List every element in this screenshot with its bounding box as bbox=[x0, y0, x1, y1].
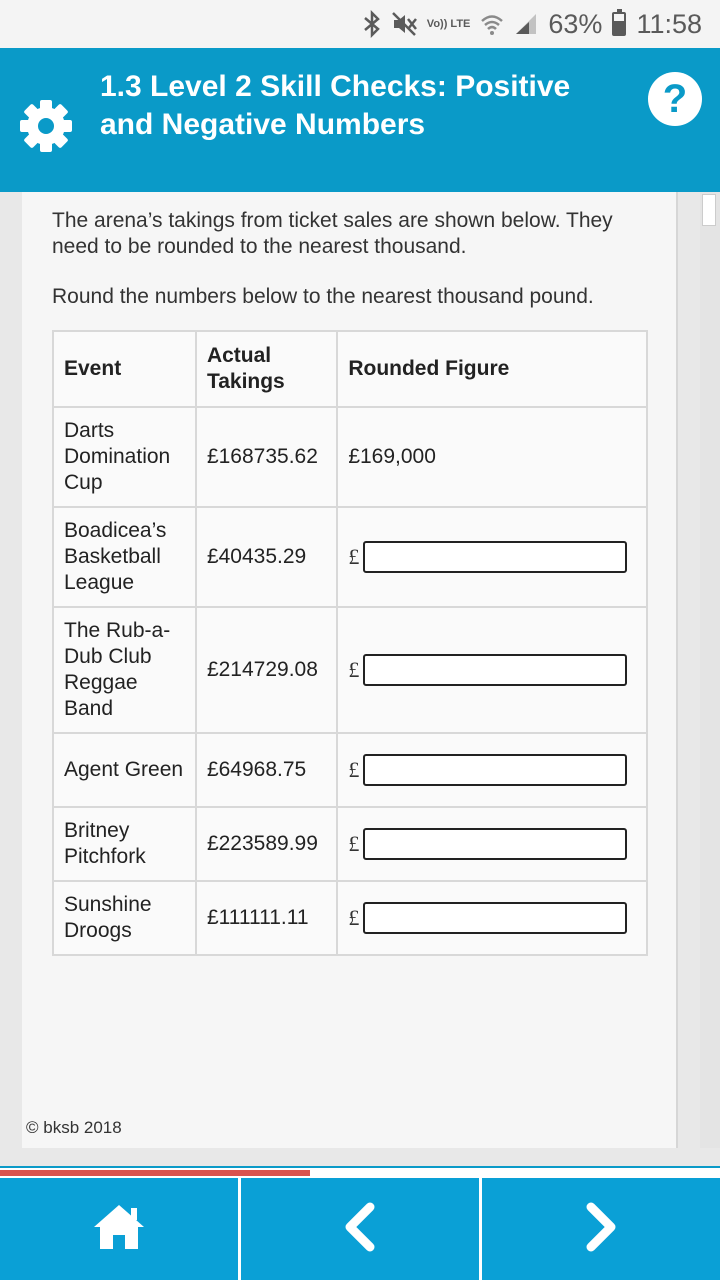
home-icon bbox=[91, 1202, 147, 1257]
rounded-answer-cell bbox=[337, 733, 647, 807]
rounded-answer-cell bbox=[337, 807, 647, 881]
signal-icon bbox=[514, 12, 538, 36]
wifi-icon bbox=[480, 12, 504, 36]
rounded-answer-cell bbox=[337, 881, 647, 955]
rounded-answer-cell bbox=[337, 607, 647, 733]
next-button[interactable] bbox=[482, 1178, 720, 1280]
currency-symbol: £ bbox=[348, 831, 360, 856]
table-row bbox=[53, 881, 647, 955]
rounded-figure-input[interactable] bbox=[363, 828, 627, 860]
chevron-right-icon bbox=[581, 1201, 621, 1258]
actual-takings: £168735.62 bbox=[196, 407, 337, 507]
rounded-figure-input[interactable] bbox=[363, 654, 627, 686]
event-name: Sunshine Droogs bbox=[53, 881, 196, 955]
column-header-event: Event bbox=[53, 331, 196, 407]
bluetooth-icon bbox=[363, 10, 381, 38]
event-name: Boadicea’s Basketball League bbox=[53, 507, 196, 607]
volte-icon: Vo)) LTE bbox=[426, 17, 471, 30]
event-name: Darts Domination Cup bbox=[53, 407, 196, 507]
status-icons bbox=[363, 0, 702, 48]
scrollbar-thumb[interactable] bbox=[702, 194, 716, 226]
clock: 11:58 bbox=[636, 8, 702, 39]
rounded-figure-input[interactable] bbox=[363, 902, 627, 934]
help-button[interactable]: ? bbox=[648, 72, 702, 126]
table-row bbox=[53, 507, 647, 607]
table-row bbox=[53, 607, 647, 733]
actual-takings: £111111.11 bbox=[196, 881, 337, 955]
chevron-left-icon bbox=[340, 1201, 380, 1258]
takings-table bbox=[52, 330, 648, 956]
table-row bbox=[53, 807, 647, 881]
event-name: Agent Green bbox=[53, 733, 196, 807]
column-header-rounded: Rounded Figure bbox=[337, 331, 647, 407]
content-panel bbox=[22, 192, 678, 1148]
battery-icon bbox=[612, 12, 626, 36]
table-row bbox=[53, 407, 647, 507]
progress-bar bbox=[0, 1166, 720, 1178]
intro-text: The arena’s takings from ticket sales are shown below. They need to be rounded to the nearest thousand. bbox=[52, 209, 613, 258]
currency-symbol: £ bbox=[348, 905, 360, 930]
event-name: The Rub-a-Dub Club Reggae Band bbox=[53, 607, 196, 733]
page-title: 1.3 Level 2 Skill Checks: Positive and Negative Numbers bbox=[100, 70, 571, 141]
mute-icon bbox=[391, 11, 417, 37]
rounded-figure-input[interactable] bbox=[363, 754, 627, 786]
copyright-text: © bksb 2018 bbox=[26, 1118, 122, 1137]
status-bar bbox=[0, 0, 720, 48]
scrollbar-track[interactable] bbox=[700, 192, 720, 1148]
column-header-actual: Actual Takings bbox=[196, 331, 337, 407]
progress-fill bbox=[0, 1170, 310, 1176]
actual-takings: £223589.99 bbox=[196, 807, 337, 881]
gear-icon[interactable] bbox=[18, 98, 74, 154]
currency-symbol: £ bbox=[348, 544, 360, 569]
rounded-answer-cell bbox=[337, 507, 647, 607]
home-button[interactable] bbox=[0, 1178, 241, 1280]
table-row bbox=[53, 733, 647, 807]
bottom-nav bbox=[0, 1178, 720, 1280]
instruction-text: Round the numbers below to the nearest thousand pound. bbox=[52, 285, 594, 308]
currency-symbol: £ bbox=[348, 757, 360, 782]
rounded-figure: £169,000 bbox=[337, 407, 647, 507]
rounded-figure-input[interactable] bbox=[363, 541, 627, 573]
actual-takings: £64968.75 bbox=[196, 733, 337, 807]
previous-button[interactable] bbox=[241, 1178, 482, 1280]
currency-symbol: £ bbox=[348, 657, 360, 682]
event-name: Britney Pitchfork bbox=[53, 807, 196, 881]
battery-fill bbox=[614, 21, 624, 34]
actual-takings: £214729.08 bbox=[196, 607, 337, 733]
app-header bbox=[0, 48, 720, 192]
actual-takings: £40435.29 bbox=[196, 507, 337, 607]
table-header-row bbox=[53, 331, 647, 407]
battery-percent: 63% bbox=[548, 8, 603, 39]
